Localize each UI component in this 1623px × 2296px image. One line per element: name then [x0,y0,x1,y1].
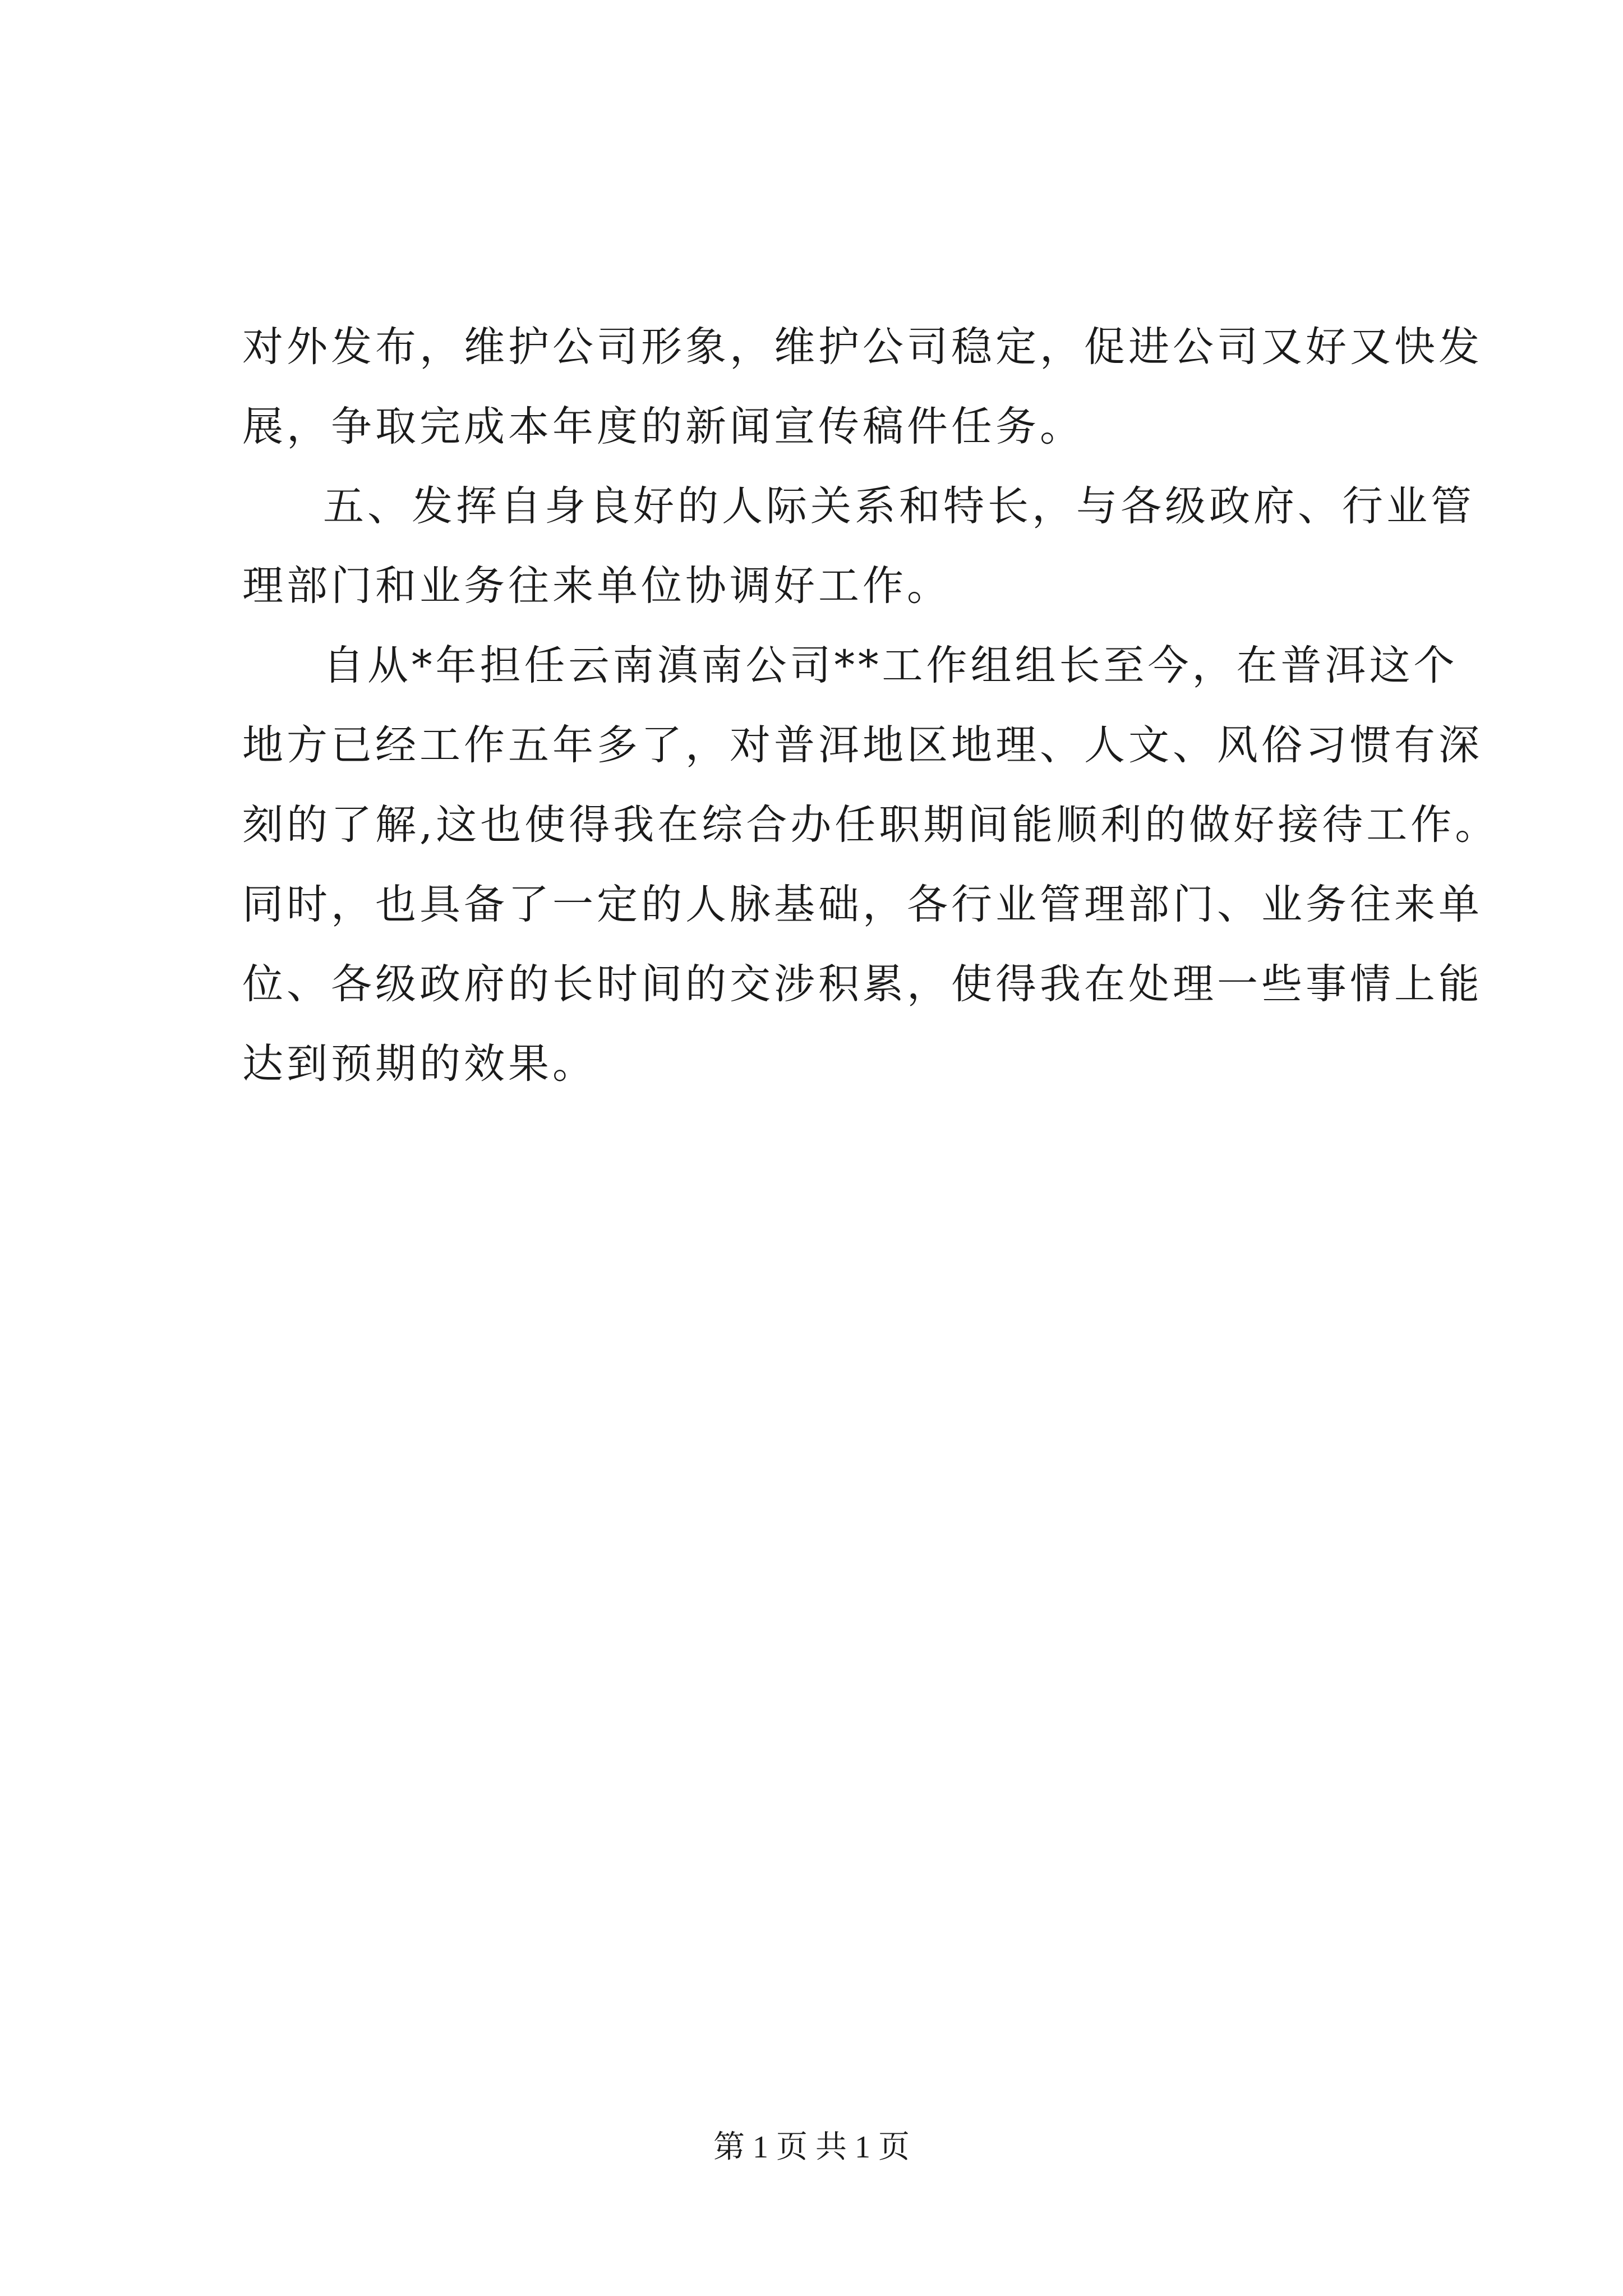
text-line-2: 展，争取完成本年度的新闻宣传稿件任务。 [242,403,1084,450]
text-line-8: 同时，也具备了一定的人脉基础，各行业管理部门、业务往来单 [242,881,1483,928]
text-line-1: 对外发布，维护公司形象，维护公司稳定，促进公司又好又快发 [242,323,1483,371]
text-line-6: 地方已经工作五年多了，对普洱地区地理、人文、风俗习惯有深 [242,721,1483,769]
text-line-10: 达到预期的效果。 [242,1040,597,1088]
text-line-4: 理部门和业务往来单位协调好工作。 [242,562,951,610]
text-line-9: 位、各级政府的长时间的交涉积累，使得我在处理一些事情上能 [242,960,1483,1008]
text-line-7: 刻的了解,这也使得我在综合办任职期间能顺利的做好接待工作。 [242,801,1500,849]
text-line-5: 自从*年担任云南滇南公司**工作组组长至今，在普洱这个 [323,642,1458,689]
text-line-3: 五、发挥自身良好的人际关系和特长，与各级政府、行业管 [323,482,1475,530]
document-body [242,307,1500,1104]
page-footer: 第 1 页 共 1 页 [713,2130,910,2165]
